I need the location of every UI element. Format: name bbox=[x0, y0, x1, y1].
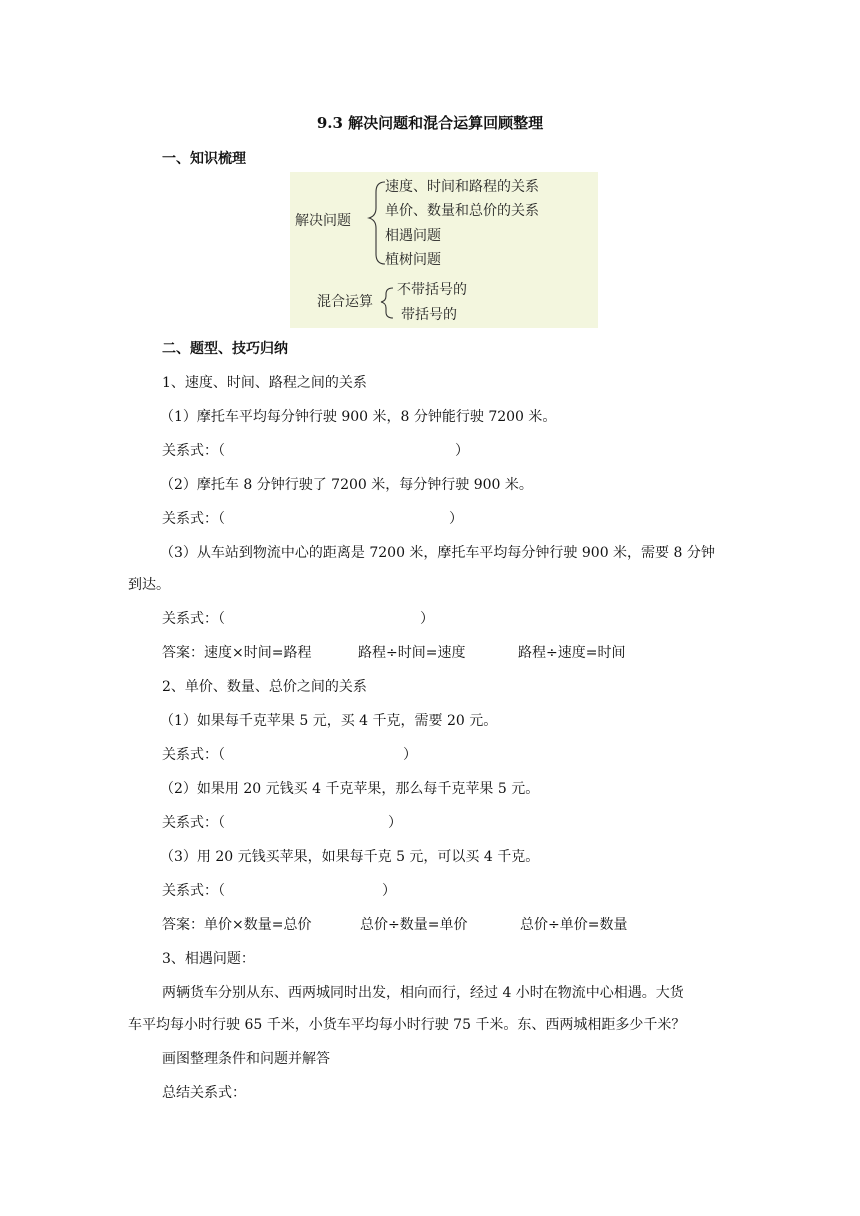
q2-relation-2-label: 关系式：（ bbox=[162, 815, 225, 831]
q1-relation-2-label: 关系式：（ bbox=[162, 511, 225, 527]
q2-answer-b: 总价÷数量=单价 bbox=[360, 917, 468, 933]
q1-answer: 答案：速度×时间=路程 bbox=[162, 645, 312, 661]
q1-relation-2-close: ） bbox=[449, 511, 463, 527]
q1-relation-3-label: 关系式：（ bbox=[162, 611, 225, 627]
q3-title: 3、相遇问题： bbox=[162, 951, 255, 967]
q1-item-1: （1）摩托车平均每分钟行驶 900 米，8 分钟能行驶 7200 米。 bbox=[160, 409, 557, 425]
q1-relation-1-label: 关系式：（ bbox=[162, 443, 225, 459]
q2-answer-c: 总价÷单价=数量 bbox=[520, 917, 628, 933]
q2-relation-2-close: ） bbox=[388, 815, 402, 831]
q2-answer: 答案：单价×数量=总价 bbox=[162, 917, 312, 933]
q2-relation-3-close: ） bbox=[382, 883, 396, 899]
q1-answer-b: 路程÷时间=速度 bbox=[358, 645, 466, 661]
q1-item-3-line1: （3）从车站到物流中心的距离是 7200 米，摩托车平均每分钟行驶 900 米，需要 8 分钟 bbox=[160, 545, 715, 561]
q2-item-2: （2）如果用 20 元钱买 4 千克苹果，那么每千克苹果 5 元。 bbox=[160, 781, 540, 797]
q3-problem-line2: 车平均每小时行驶 65 千米，小货车平均每小时行驶 75 千米。东、西两城相距多少千米？ bbox=[128, 1017, 686, 1033]
q3-summary-label: 总结关系式： bbox=[162, 1085, 246, 1101]
q2-title: 2、单价、数量、总价之间的关系 bbox=[162, 679, 367, 695]
section-heading-knowledge: 一、知识梳理 bbox=[162, 151, 246, 167]
q2-relation-3-label: 关系式：（ bbox=[162, 883, 225, 899]
q3-problem-line1: 两辆货车分别从东、西两城同时出发，相向而行，经过 4 小时在物流中心相遇。大货 bbox=[162, 985, 684, 1001]
q2-relation-1-label: 关系式：（ bbox=[162, 747, 225, 763]
section-heading-techniques: 二、题型、技巧归纳 bbox=[162, 341, 288, 357]
q2-item-3: （3）用 20 元钱买苹果，如果每千克 5 元，可以买 4 千克。 bbox=[160, 849, 540, 865]
q2-relation-1-close: ） bbox=[403, 747, 417, 763]
q1-title: 1、速度、时间、路程之间的关系 bbox=[162, 375, 367, 391]
q3-draw-instruction: 画图整理条件和问题并解答 bbox=[162, 1051, 330, 1067]
tree-item-brackets: 带括号的 bbox=[401, 307, 457, 323]
q1-relation-1-close: ） bbox=[455, 443, 469, 459]
tree-item-meeting: 相遇问题 bbox=[385, 228, 441, 244]
tree-item-speed: 速度、时间和路程的关系 bbox=[385, 179, 539, 195]
tree-group-label-problems: 解决问题 bbox=[295, 213, 351, 229]
page-title: 9.3 解决问题和混合运算回顾整理 bbox=[316, 114, 544, 132]
knowledge-tree bbox=[290, 172, 598, 328]
q1-item-3-line2: 到达。 bbox=[128, 577, 170, 593]
tree-item-price: 单价、数量和总价的关系 bbox=[385, 203, 539, 219]
q1-answer-c: 路程÷速度=时间 bbox=[518, 645, 626, 661]
tree-item-tree-planting: 植树问题 bbox=[385, 252, 441, 268]
tree-item-no-brackets: 不带括号的 bbox=[397, 282, 467, 298]
q1-item-2: （2）摩托车 8 分钟行驶了 7200 米，每分钟行驶 900 米。 bbox=[160, 477, 533, 493]
tree-group-label-mixed: 混合运算 bbox=[317, 294, 373, 310]
q1-relation-3-close: ） bbox=[420, 611, 434, 627]
q2-item-1: （1）如果每千克苹果 5 元，买 4 千克，需要 20 元。 bbox=[160, 713, 498, 729]
